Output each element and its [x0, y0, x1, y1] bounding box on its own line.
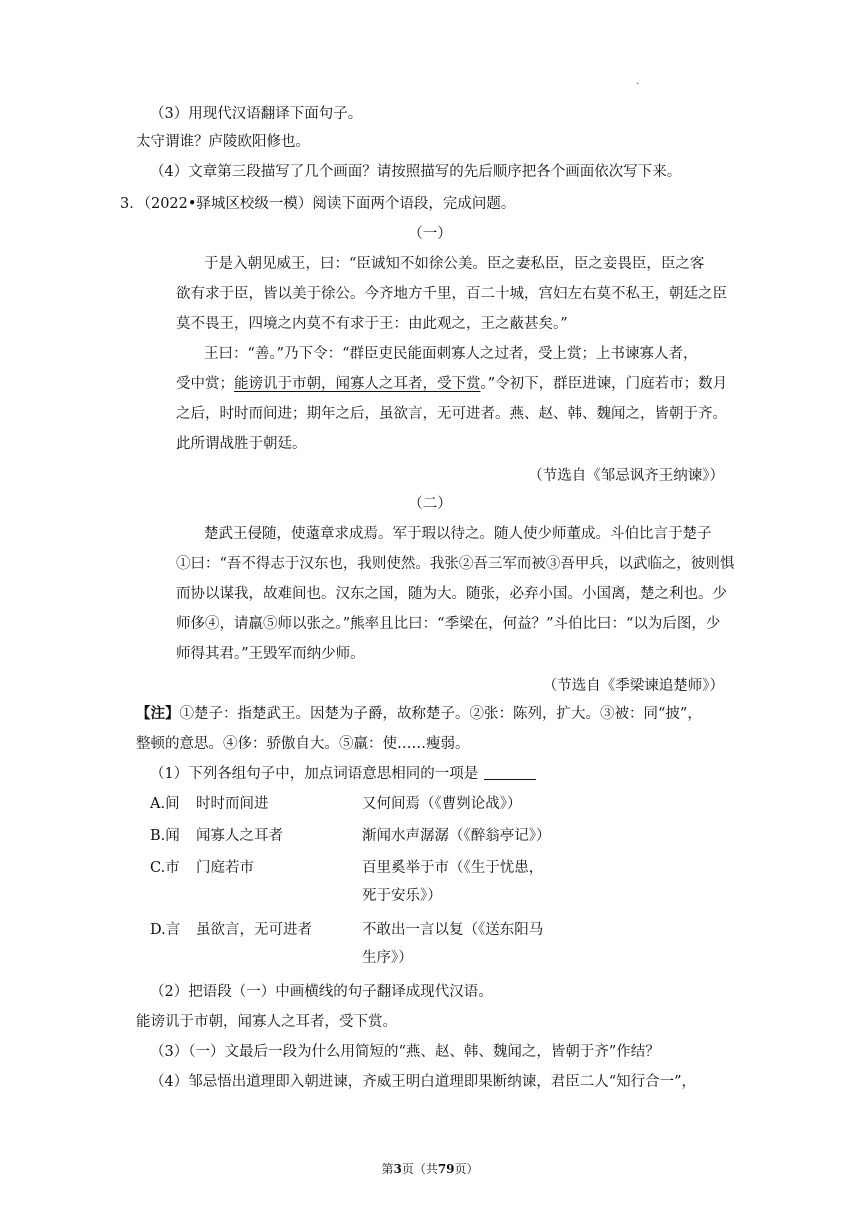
note-line: 整顿的意思。④侈：骄傲自大。⑤羸：使……瘦弱。: [136, 736, 470, 752]
option-c-right-cont: 死于安乐》）: [362, 888, 442, 904]
answer-blank[interactable]: [484, 765, 536, 780]
passage-3-line: 师侈④，请羸⑤师以张之。”熊率且比曰：“季梁在，何益？”斗伯比曰：“以为后图，少: [176, 616, 721, 632]
footer-text: 页）: [454, 1162, 479, 1176]
passage-2-line: [176, 374, 727, 394]
source-citation-1: （节选自《邹忌讽齐王纳谏》）: [528, 468, 724, 484]
passage-2-line: 王曰：“善。”乃下令：“群臣吏民能面刺寡人之过者，受上赏；上书谏寡人者，: [204, 346, 698, 362]
speck: .: [636, 76, 640, 87]
question-3-label: （3）用现代汉语翻译下面句子。: [150, 106, 363, 122]
option-c-left: 门庭若市: [196, 860, 254, 876]
passage-3-line: 而协以谋我，故难间也。汉东之国，随为大。随张，必弃小国。小国离，楚之利也。少: [176, 586, 727, 602]
sub-question-1: [150, 764, 536, 784]
footer-text: 第: [381, 1162, 394, 1176]
passage-1-line: 欲有求于臣，皆以美于徐公。今齐地方千里，百二十城，宫妇左右莫不私王，朝廷之臣: [176, 286, 727, 302]
passage-2-line: 之后，时时而间进；期年之后，虽欲言，无可进者。燕、赵、韩、魏闻之，皆朝于齐。: [176, 406, 727, 422]
option-d-right: 不敢出一言以复（《送东阳马: [362, 922, 544, 938]
text-span: 受中赏；: [176, 376, 234, 392]
note-tag: 【注】: [136, 705, 180, 722]
note-text: ①楚子：指楚武王。因楚为子爵，故称楚子。②张：陈列，扩大。③被：同“披”，: [179, 706, 702, 722]
passage-2-line: 此所谓战胜于朝廷。: [176, 436, 307, 452]
sub-question-3: （3）（一）文最后一段为什么用简短的“燕、赵、韩、魏闻之，皆朝于齐”作结？: [150, 1044, 660, 1060]
note-line: [136, 704, 702, 724]
current-page-number: 3: [393, 1162, 402, 1176]
option-c-key: C.市: [150, 860, 180, 876]
question-4-label: （4）文章第三段描写了几个画面？请按照描写的先后顺序把各个画面依次写下来。: [150, 164, 682, 180]
item-3-title: 3．（2022•驿城区校级一模）阅读下面两个语段，完成问题。: [120, 196, 516, 212]
passage-3-line: 师得其君。”王毁军而纳少师。: [176, 646, 365, 662]
option-b-left: 闻寡人之耳者: [196, 828, 283, 844]
option-c-right: 百里奚举于市（《生于忧患，: [362, 860, 544, 876]
option-d-key: D.言: [150, 922, 181, 938]
page-footer: [0, 1160, 860, 1177]
total-pages: 79: [437, 1162, 455, 1176]
text-span: 。”令初下，群臣进谏，门庭若市；数月: [480, 376, 728, 392]
option-d-right-cont: 生序》）: [362, 950, 413, 966]
passage-1-line: 于是入朝见威王，曰：“臣诚知不如徐公美。臣之妻私臣，臣之妾畏臣，臣之客: [204, 256, 705, 272]
option-a-key: A.间: [150, 796, 180, 812]
source-citation-2: （节选自《季梁谏追楚师》）: [542, 678, 724, 694]
sub-question-2: （2）把语段（一）中画横线的句子翻译成现代汉语。: [150, 984, 493, 1000]
question-3-sentence: 太守谓谁？庐陵欧阳修也。: [136, 134, 310, 150]
passage-3-line: ①曰：“吾不得志于汉东也，我则使然。我张②吾三军而被③吾甲兵，以武临之，彼则惧: [176, 556, 735, 572]
passage-3-line: 楚武王侵随，使薳章求成焉。军于瑕以待之。随人使少师董成。斗伯比言于楚子: [204, 526, 712, 542]
sub-question-1-text: （1）下列各组句子中，加点词语意思相同的一项是: [150, 766, 479, 782]
footer-text: 页（共: [401, 1162, 438, 1176]
sub-question-2-sentence: 能谤讥于市朝，闻寡人之耳者，受下赏。: [136, 1014, 397, 1030]
option-b-right: 渐闻水声潺潺（《醉翁亭记》）: [362, 828, 551, 844]
option-a-right: 又何间焉（《曹刿论战》）: [362, 796, 522, 812]
option-d-left: 虽欲言，无可进者: [196, 922, 312, 938]
part-1-title: （一）: [408, 226, 452, 242]
option-a-left: 时时而间进: [196, 796, 269, 812]
passage-1-line: 莫不畏王，四境之内莫不有求于王：由此观之，王之蔽甚矣。”: [176, 316, 568, 332]
option-b-key: B.闻: [150, 828, 180, 844]
sub-question-4: （4）邹忌悟出道理即入朝进谏，齐威王明白道理即果断纳谏，君臣二人“知行合一”，: [150, 1074, 697, 1090]
part-2-title: （二）: [408, 496, 452, 512]
underlined-sentence: 能谤讥于市朝，闻寡人之耳者，受下赏: [234, 376, 481, 392]
